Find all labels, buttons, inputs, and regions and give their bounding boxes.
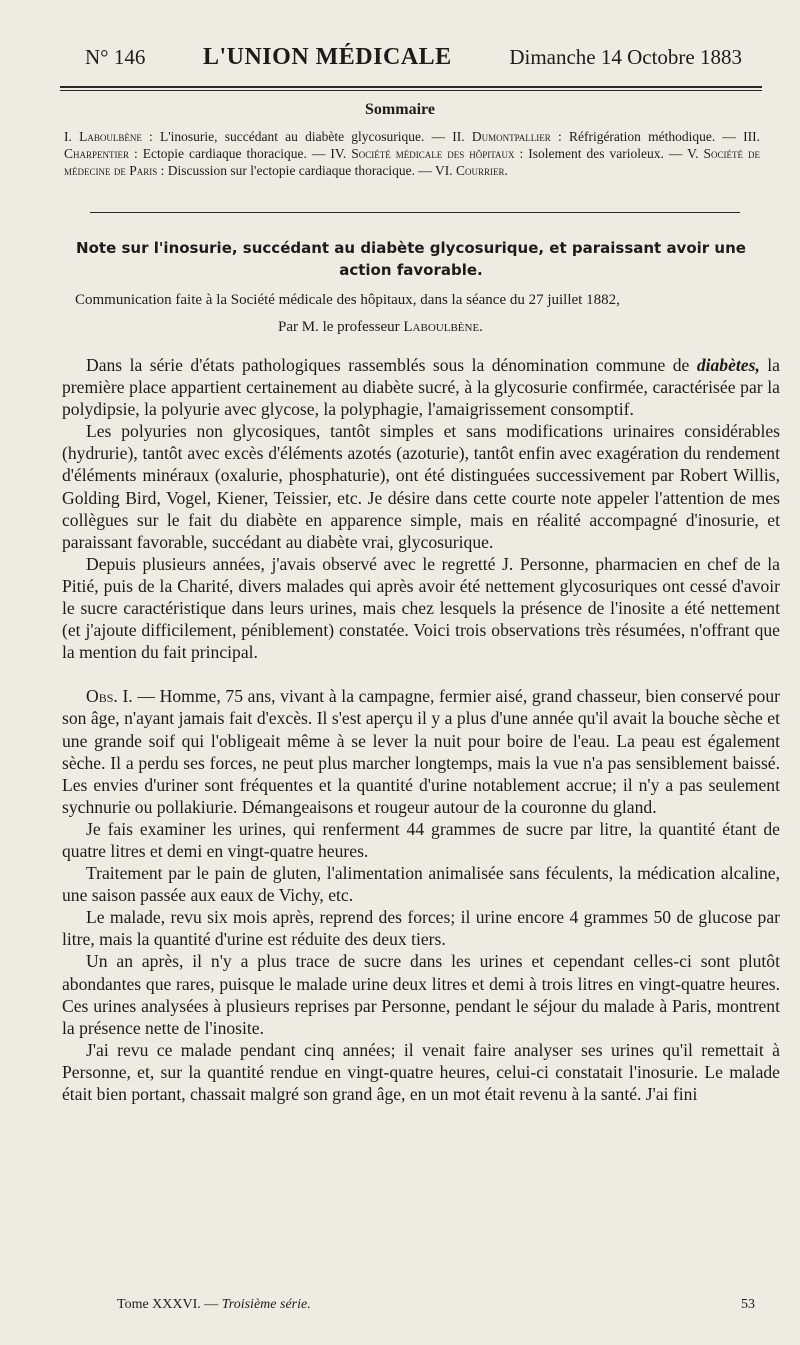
header-rule-thin (60, 90, 762, 91)
paragraph: J'ai revu ce malade pendant cinq années; il venait faire analyser ses urines qu'il remettait à Personne, et, sur la quantité rendue en vingt-quatre heures, celui-ci constatait l'inosurie. Le malade était bien portant, chassait malgré son grand âge, en un mot était revenu à la santé. J'ai fini (62, 1039, 780, 1104)
author-line: Par M. le professeur Laboulbène. (278, 319, 483, 335)
journal-title: L'UNION MÉDICALE (202, 44, 452, 70)
header-rule-thick (60, 86, 762, 88)
communication-line: Communication faite à la Société médicale des hôpitaux, dans la séance du 27 juillet 1882, (75, 292, 620, 308)
sommaire-text: I. Laboulbène : L'inosurie, succédant au diabète glycosurique. — II. Dumontpallier : Réfrigération méthodique. — III. Charpentier : Ectopie cardiaque thoracique. — IV. Société médicale des hôpitaux : Isolement des varioleux. — V. Société de médecine de Paris : Discussion sur l'ectopie cardiaque thoracique. — VI. Courrier. (64, 129, 761, 178)
tome-label: Tome XXXVI. — Troisième série. (117, 1297, 311, 1312)
masthead (85, 44, 742, 71)
sommaire-author: Laboulbène (79, 129, 142, 144)
sommaire-rubric: Courrier (456, 163, 505, 178)
page-number: 53 (741, 1297, 755, 1312)
article-body (62, 354, 780, 1105)
sommaire-author: Charpentier (64, 146, 130, 161)
issue-number: N° 146 (85, 45, 146, 69)
observation-label: Obs. I. (86, 686, 133, 707)
paragraph: Dans la série d'états pathologiques rassemblés sous la dénomination commune de diabètes, la première place appartient certainement au diabète sucré, à la glycosurie confirmée, caractérisée par la polydipsie, la polyurie avec glycose, la polyphagie, l'amaigrissement consomptif. (62, 355, 780, 420)
paragraph: Un an après, il n'y a plus trace de sucre dans les urines et cependant celles-ci sont plutôt abondantes que rares, puisque le malade urine deux litres et demi à trois litres en vingt-quatre heures. Ces urines analysées à plusieurs reprises par Personne, pendant le séjour du malade à Paris, montrent la présence nette de l'inosite. (62, 951, 780, 1038)
paragraph: Le malade, revu six mois après, reprend des forces; il urine encore 4 grammes 50 de glucose par litre, mais la quantité d'urine est réduite des deux tiers. (62, 907, 780, 950)
sommaire-author: Dumontpallier (471, 129, 551, 144)
sommaire-society: Société médicale des hôpitaux (351, 146, 515, 161)
sommaire-title: Sommaire (365, 101, 435, 118)
issue-date: Dimanche 14 Octobre 1883 (509, 45, 742, 69)
sommaire-rule (90, 212, 740, 213)
paragraph: Depuis plusieurs années, j'avais observé avec le regretté J. Personne, pharmacien en chef de la Pitié, puis de la Charité, divers malades qui après avoir été nettement glycosuriques ont cessé d'avoir le sucre caractéristique dans leurs urines, mais chez lesquels la présence de l'inosite a été nettement (et j'ajoute difficilement, péniblement) constatée. Voici trois observations très résumées, n'offrant que la mention du fait principal. (62, 553, 780, 663)
sommaire-society: Société de médecine de Paris (64, 146, 760, 178)
author-name: Laboulbène (403, 319, 480, 335)
paragraph: Les polyuries non glycosiques, tantôt simples et sans modifications urinaires considérables (hydrurie), tantôt avec excès d'éléments azotés (azoturie), tantôt enfin avec exagération du rendement d'éléments minéraux (oxalurie, phosphaturie), ont été distinguées successivement par Robert Willis, Golding Bird, Vogel, Kiener, Teissier, etc. Je désire dans cette courte note appeler l'attention de mes collègues sur le fait du diabète en apparence simple, mais en réalité accompagné d'inosurie, et paraissant favorable, succédant au diabète vrai, glycosurique. (62, 421, 780, 552)
paragraph: Je fais examiner les urines, qui renferment 44 grammes de sucre par litre, la quantité étant de quatre litres et demi en vingt-quatre heures. (62, 818, 780, 861)
article-title: Note sur l'inosurie, succédant au diabète glycosurique, et paraissant avoir une action favorable. (76, 239, 746, 279)
page-footer (117, 1297, 755, 1313)
observation-paragraph: Obs. I. — Homme, 75 ans, vivant à la campagne, fermier aisé, grand chasseur, bien conservé pour son âge, n'ayant jamais fait d'excès. Il s'est aperçu il y a plus d'une année qu'il avait la bouche sèche et une grande soif qui l'obligeait même à se lever la nuit pour boire de l'eau. La peau est également sèche. Il a perdu ses forces, ne peut plus marcher longtemps, mais la vue n'a pas sensiblement baissé. Les envies d'uriner sont fréquentes et la quantité d'urine notablement accrue; il n'y a pas seulement sychnurie ou pollakiurie. Démangeaisons et rougeur autour de la couronne du gland. (62, 686, 780, 817)
paragraph: Traitement par le pain de gluten, l'alimentation animalisée sans féculents, la médication alcaline, une saison passée aux eaux de Vichy, etc. (62, 863, 780, 906)
